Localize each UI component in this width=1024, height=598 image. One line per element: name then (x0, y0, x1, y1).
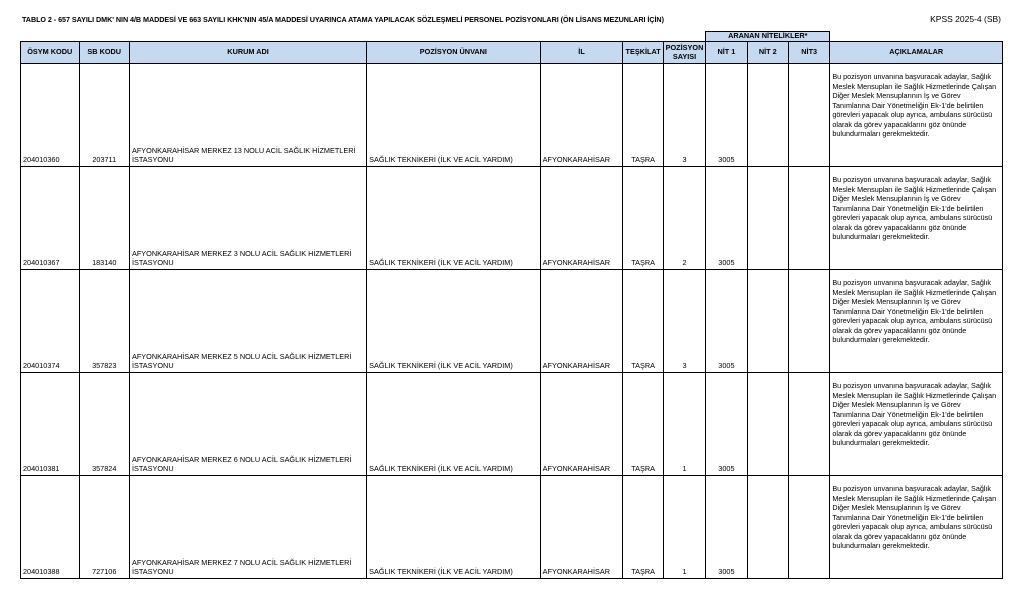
header-pozisyon-sayisi: POZİSYON SAYISI (663, 42, 705, 64)
header-aciklamalar: AÇIKLAMALAR (830, 42, 1003, 64)
header-osym-kodu: ÖSYM KODU (21, 42, 80, 64)
cell-pozisyon-sayisi: 1 (663, 476, 705, 579)
cell-aciklama: Bu pozisyon unvanına başvuracak adaylar, Sağlık Meslek Mensupları ile Sağlık Hizmetlerinde Çalışan Diğer Meslek Mensuplarının İş ve Görev Tanımlarına Dair Yönetmeliğin Ek-1'de belirtilen görevleri yapacak olup ayrıca, ambulans sürücüsü olarak da görev yapacaklarını göz önünde bulundurmaları gerekmektedir. (830, 476, 1003, 579)
cell-kurum-adi: AFYONKARAHİSAR MERKEZ 3 NOLU ACİL SAĞLIK HİZMETLERİ İSTASYONU (129, 167, 366, 270)
cell-pozisyon-sayisi: 3 (663, 270, 705, 373)
kpss-label: KPSS 2025-4 (SB) (930, 14, 1001, 24)
cell-nit1: 3005 (706, 373, 747, 476)
page-title: TABLO 2 - 657 SAYILI DMK' NIN 4/B MADDESİ VE 663 SAYILI KHK'NIN 45/A MADDESİ UYARINCA ATAMA YAPILACAK SÖZLEŞMELİ PERSONEL POZİSYONLARI (ÖN LİSANS MEZUNLARI İÇİN) (22, 15, 664, 24)
cell-osym-kodu: 204010388 (21, 476, 80, 579)
cell-teskilat: TAŞRA (623, 373, 663, 476)
cell-pozisyon-unvani: SAĞLIK TEKNİKERİ (İLK VE ACİL YARDIM) (367, 373, 541, 476)
cell-pozisyon-unvani: SAĞLIK TEKNİKERİ (İLK VE ACİL YARDIM) (367, 270, 541, 373)
cell-nit3 (788, 373, 829, 476)
header-nit2: NİT 2 (747, 42, 788, 64)
cell-pozisyon-sayisi: 2 (663, 167, 705, 270)
cell-pozisyon-unvani: SAĞLIK TEKNİKERİ (İLK VE ACİL YARDIM) (367, 167, 541, 270)
cell-aciklama: Bu pozisyon unvanına başvuracak adaylar, Sağlık Meslek Mensupları ile Sağlık Hizmetlerinde Çalışan Diğer Meslek Mensuplarının İş ve Görev Tanımlarına Dair Yönetmeliğin Ek-1'de belirtilen görevleri yapacak olup ayrıca, ambulans sürücüsü olarak da görev yapacaklarını göz önünde bulundurmaları gerekmektedir. (830, 373, 1003, 476)
cell-teskilat: TAŞRA (623, 476, 663, 579)
cell-sb-kodu: 357824 (79, 373, 129, 476)
cell-kurum-adi: AFYONKARAHİSAR MERKEZ 7 NOLU ACİL SAĞLIK HİZMETLERİ İSTASYONU (129, 476, 366, 579)
cell-pozisyon-sayisi: 3 (663, 64, 705, 167)
header-teskilat: TEŞKİLAT (623, 42, 663, 64)
cell-kurum-adi: AFYONKARAHİSAR MERKEZ 13 NOLU ACİL SAĞLIK HİZMETLERİ İSTASYONU (129, 64, 366, 167)
group-header-aranan-nitelikler: ARANAN NİTELİKLER* (706, 32, 830, 42)
cell-kurum-adi: AFYONKARAHİSAR MERKEZ 5 NOLU ACİL SAĞLIK HİZMETLERİ İSTASYONU (129, 270, 366, 373)
cell-aciklama: Bu pozisyon unvanına başvuracak adaylar, Sağlık Meslek Mensupları ile Sağlık Hizmetlerinde Çalışan Diğer Meslek Mensuplarının İş ve Görev Tanımlarına Dair Yönetmeliğin Ek-1'de belirtilen görevleri yapacak olup ayrıca, ambulans sürücüsü olarak da görev yapacaklarını göz önünde bulundurmaları gerekmektedir. (830, 270, 1003, 373)
header-spacer (21, 32, 706, 42)
cell-sb-kodu: 203711 (79, 64, 129, 167)
cell-teskilat: TAŞRA (623, 270, 663, 373)
cell-pozisyon-unvani: SAĞLIK TEKNİKERİ (İLK VE ACİL YARDIM) (367, 64, 541, 167)
cell-nit1: 3005 (706, 270, 747, 373)
cell-nit3 (788, 476, 829, 579)
cell-pozisyon-sayisi: 1 (663, 373, 705, 476)
table-row (21, 270, 1003, 373)
cell-sb-kodu: 357823 (79, 270, 129, 373)
cell-osym-kodu: 204010360 (21, 64, 80, 167)
cell-il: AFYONKARAHİSAR (540, 270, 623, 373)
cell-teskilat: TAŞRA (623, 64, 663, 167)
header-spacer-right (830, 32, 1003, 42)
cell-sb-kodu: 727106 (79, 476, 129, 579)
cell-nit3 (788, 64, 829, 167)
table-row (21, 373, 1003, 476)
cell-nit2 (747, 373, 788, 476)
cell-il: AFYONKARAHİSAR (540, 476, 623, 579)
cell-nit1: 3005 (706, 476, 747, 579)
cell-osym-kodu: 204010374 (21, 270, 80, 373)
table-row (21, 167, 1003, 270)
cell-nit1: 3005 (706, 167, 747, 270)
cell-nit2 (747, 476, 788, 579)
positions-table (20, 31, 1003, 579)
cell-aciklama: Bu pozisyon unvanına başvuracak adaylar, Sağlık Meslek Mensupları ile Sağlık Hizmetlerinde Çalışan Diğer Meslek Mensuplarının İş ve Görev Tanımlarına Dair Yönetmeliğin Ek-1'de belirtilen görevleri yapacak olup ayrıca, ambulans sürücüsü olarak da görev yapacaklarını göz önünde bulundurmaları gerekmektedir. (830, 64, 1003, 167)
cell-nit3 (788, 270, 829, 373)
cell-il: AFYONKARAHİSAR (540, 64, 623, 167)
header-sb-kodu: SB KODU (79, 42, 129, 64)
table-row (21, 476, 1003, 579)
cell-teskilat: TAŞRA (623, 167, 663, 270)
cell-aciklama: Bu pozisyon unvanına başvuracak adaylar, Sağlık Meslek Mensupları ile Sağlık Hizmetlerinde Çalışan Diğer Meslek Mensuplarının İş ve Görev Tanımlarına Dair Yönetmeliğin Ek-1'de belirtilen görevleri yapacak olup ayrıca, ambulans sürücüsü olarak da görev yapacaklarını göz önünde bulundurmaları gerekmektedir. (830, 167, 1003, 270)
cell-nit2 (747, 270, 788, 373)
cell-nit2 (747, 64, 788, 167)
cell-pozisyon-unvani: SAĞLIK TEKNİKERİ (İLK VE ACİL YARDIM) (367, 476, 541, 579)
table-row (21, 64, 1003, 167)
header-pozisyon-unvani: POZİSYON ÜNVANI (367, 42, 541, 64)
cell-nit1: 3005 (706, 64, 747, 167)
cell-osym-kodu: 204010367 (21, 167, 80, 270)
cell-kurum-adi: AFYONKARAHİSAR MERKEZ 6 NOLU ACİL SAĞLIK HİZMETLERİ İSTASYONU (129, 373, 366, 476)
header-il: İL (540, 42, 623, 64)
cell-il: AFYONKARAHİSAR (540, 373, 623, 476)
cell-nit2 (747, 167, 788, 270)
header-nit3: NİT3 (788, 42, 829, 64)
cell-sb-kodu: 183140 (79, 167, 129, 270)
header-nit1: NİT 1 (706, 42, 747, 64)
header-kurum-adi: KURUM ADI (129, 42, 366, 64)
cell-nit3 (788, 167, 829, 270)
cell-osym-kodu: 204010381 (21, 373, 80, 476)
cell-il: AFYONKARAHİSAR (540, 167, 623, 270)
